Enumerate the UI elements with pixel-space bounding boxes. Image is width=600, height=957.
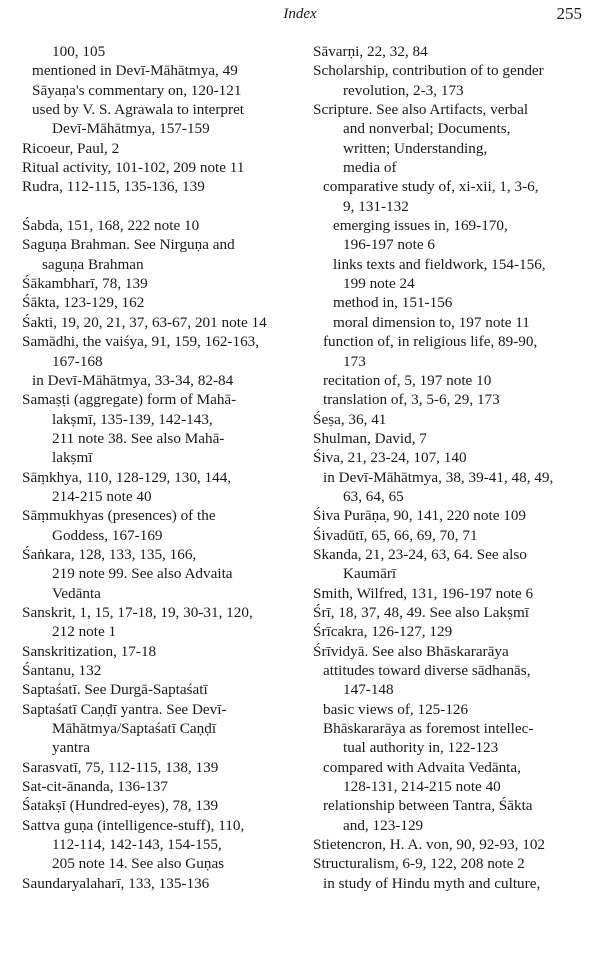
index-line: 63, 64, 65 <box>343 487 404 505</box>
index-line: 199 note 24 <box>343 275 415 293</box>
index-line: translation of, 3, 5-6, 29, 173 <box>323 391 500 409</box>
index-line: Skanda, 21, 23-24, 63, 64. See also <box>313 545 527 563</box>
index-line: Śaṅkara, 128, 133, 135, 166, <box>22 545 197 563</box>
index-line: 112-114, 142-143, 154-155, <box>52 836 222 854</box>
index-line: Śatakṣī (Hundred-eyes), 78, 139 <box>22 797 219 815</box>
index-line: 128-131, 214-215 note 40 <box>343 778 501 796</box>
index-line: 100, 105 <box>52 43 106 60</box>
index-line: in study of Hindu myth and culture, <box>323 874 541 892</box>
index-line: Sāyaṇa's commentary on, 120-121 <box>32 81 242 99</box>
index-line: yantra <box>52 739 90 757</box>
index-line: 173 <box>343 352 366 370</box>
index-line: used by V. S. Agrawala to interpret <box>32 101 245 119</box>
index-line: Goddess, 167-169 <box>52 526 163 544</box>
index-line: revolution, 2-3, 173 <box>343 81 464 99</box>
index-line: 167-168 <box>52 352 103 370</box>
index-line: in Devī-Māhātmya, 38, 39-41, 48, 49, <box>323 468 554 486</box>
index-line: Devī-Māhātmya, 157-159 <box>52 120 210 138</box>
index-line: Sanskrit, 1, 15, 17-18, 19, 30-31, 120, <box>22 603 253 621</box>
index-line: Śabda, 151, 168, 222 note 10 <box>22 217 200 235</box>
index-line: comparative study of, xi-xii, 1, 3-6, <box>323 178 539 196</box>
index-line: Samaṣṭi (aggregate) form of Mahā- <box>22 391 237 409</box>
index-line: recitation of, 5, 197 note 10 <box>323 371 492 389</box>
index-line: 147-148 <box>343 681 394 699</box>
index-line: in Devī-Māhātmya, 33-34, 82-84 <box>32 371 234 389</box>
index-line: Śakti, 19, 20, 21, 37, 63-67, 201 note 14 <box>22 313 267 331</box>
index-line: and nonverbal; Documents, <box>343 120 511 138</box>
index-line: lakṣmī <box>52 449 93 467</box>
index-line: Sāvarṇi, 22, 32, 84 <box>313 43 428 60</box>
page-header <box>0 0 600 30</box>
index-line: Śākambharī, 78, 139 <box>22 275 148 293</box>
index-line: media of <box>343 159 397 177</box>
index-line: Śivadūtī, 65, 66, 69, 70, 71 <box>313 526 478 544</box>
index-line: Vedānta <box>52 584 101 602</box>
index-line: Śantanu, 132 <box>22 662 102 679</box>
index-line: Shulman, David, 7 <box>313 429 427 447</box>
index-line: 9, 131-132 <box>343 197 409 215</box>
index-line: Stietencron, H. A. von, 90, 92-93, 102 <box>313 836 546 854</box>
index-line: Ritual activity, 101-102, 209 note 11 <box>22 159 245 177</box>
index-line: tual authority in, 122-123 <box>343 739 499 757</box>
index-line: 205 note 14. See also Guṇas <box>52 855 225 873</box>
running-head-title: Index <box>283 6 317 22</box>
index-line: Structuralism, 6-9, 122, 208 note 2 <box>313 855 525 873</box>
index-line: Scholarship, contribution of to gender <box>313 62 544 80</box>
index-line: Sat-cit-ānanda, 136-137 <box>22 778 168 796</box>
index-line: Saptaśatī Caṇḍī yantra. See Devī- <box>22 700 227 718</box>
index-line: Śākta, 123-129, 162 <box>22 294 145 312</box>
index-line: Kaumārī <box>343 565 397 583</box>
index-line: mentioned in Devī-Māhātmya, 49 <box>32 62 238 80</box>
index-line: 211 note 38. See also Mahā- <box>52 429 225 447</box>
index-line: Smith, Wilfred, 131, 196-197 note 6 <box>313 584 534 602</box>
index-line: Sattva guṇa (intelligence-stuff), 110, <box>22 816 245 834</box>
index-line: lakṣmī, 135-139, 142-143, <box>52 410 213 428</box>
index-line: saguṇa Brahman <box>42 255 144 273</box>
page-number: 255 <box>556 4 582 23</box>
index-line: links texts and fieldwork, 154-156, <box>333 255 546 273</box>
index-line: Bhāskararāya as foremost intellec- <box>323 720 534 738</box>
index-line: 196-197 note 6 <box>343 236 435 254</box>
index-line: Śrī, 18, 37, 48, 49. See also Lakṣmī <box>313 603 529 621</box>
index-line: Māhātmya/Saptaśatī Caṇḍī <box>52 720 217 738</box>
index-line: 219 note 99. See also Advaita <box>52 565 233 583</box>
index-column-left <box>22 42 304 893</box>
index-line: Śrīcakra, 126-127, 129 <box>313 623 453 641</box>
index-line: function of, in religious life, 89-90, <box>323 333 538 351</box>
index-line: 212 note 1 <box>52 623 117 641</box>
index-line: Śiva Purāṇa, 90, 141, 220 note 109 <box>313 507 527 525</box>
index-line: 214-215 note 40 <box>52 487 152 505</box>
index-line: Scripture. See also Artifacts, verbal <box>313 101 529 119</box>
index-line: Saguṇa Brahman. See Nirguṇa and <box>22 236 235 254</box>
index-line: Śiva, 21, 23-24, 107, 140 <box>313 449 467 467</box>
index-line: written; Understanding, <box>343 139 488 157</box>
index-line: Sanskritization, 17-18 <box>22 642 157 660</box>
index-line: Saundaryalaharī, 133, 135-136 <box>22 874 210 892</box>
index-column-right <box>313 42 597 893</box>
index-line: Sāṃkhya, 110, 128-129, 130, 144, <box>22 468 232 486</box>
index-line: Śeṣa, 36, 41 <box>313 410 387 428</box>
index-line <box>22 197 304 216</box>
index-line: Samādhi, the vaiśya, 91, 159, 162-163, <box>22 333 260 351</box>
index-line: relationship between Tantra, Śākta <box>323 797 533 815</box>
index-line: Ricoeur, Paul, 2 <box>22 139 120 157</box>
index-line: compared with Advaita Vedānta, <box>323 758 521 776</box>
index-line: method in, 151-156 <box>333 294 453 312</box>
index-line: attitudes toward diverse sādhanās, <box>323 662 531 679</box>
index-line: Saptaśatī. See Durgā-Saptaśatī <box>22 681 208 699</box>
index-line: basic views of, 125-126 <box>323 700 469 718</box>
index-line: and, 123-129 <box>343 816 424 834</box>
index-line: moral dimension to, 197 note 11 <box>333 313 530 331</box>
index-line: emerging issues in, 169-170, <box>333 217 508 235</box>
index-line: Rudra, 112-115, 135-136, 139 <box>22 178 205 196</box>
index-line: Śrīvidyā. See also Bhāskararāya <box>313 642 509 660</box>
index-line: Sāṃmukhyas (presences) of the <box>22 507 216 525</box>
index-line: Sarasvatī, 75, 112-115, 138, 139 <box>22 758 219 776</box>
